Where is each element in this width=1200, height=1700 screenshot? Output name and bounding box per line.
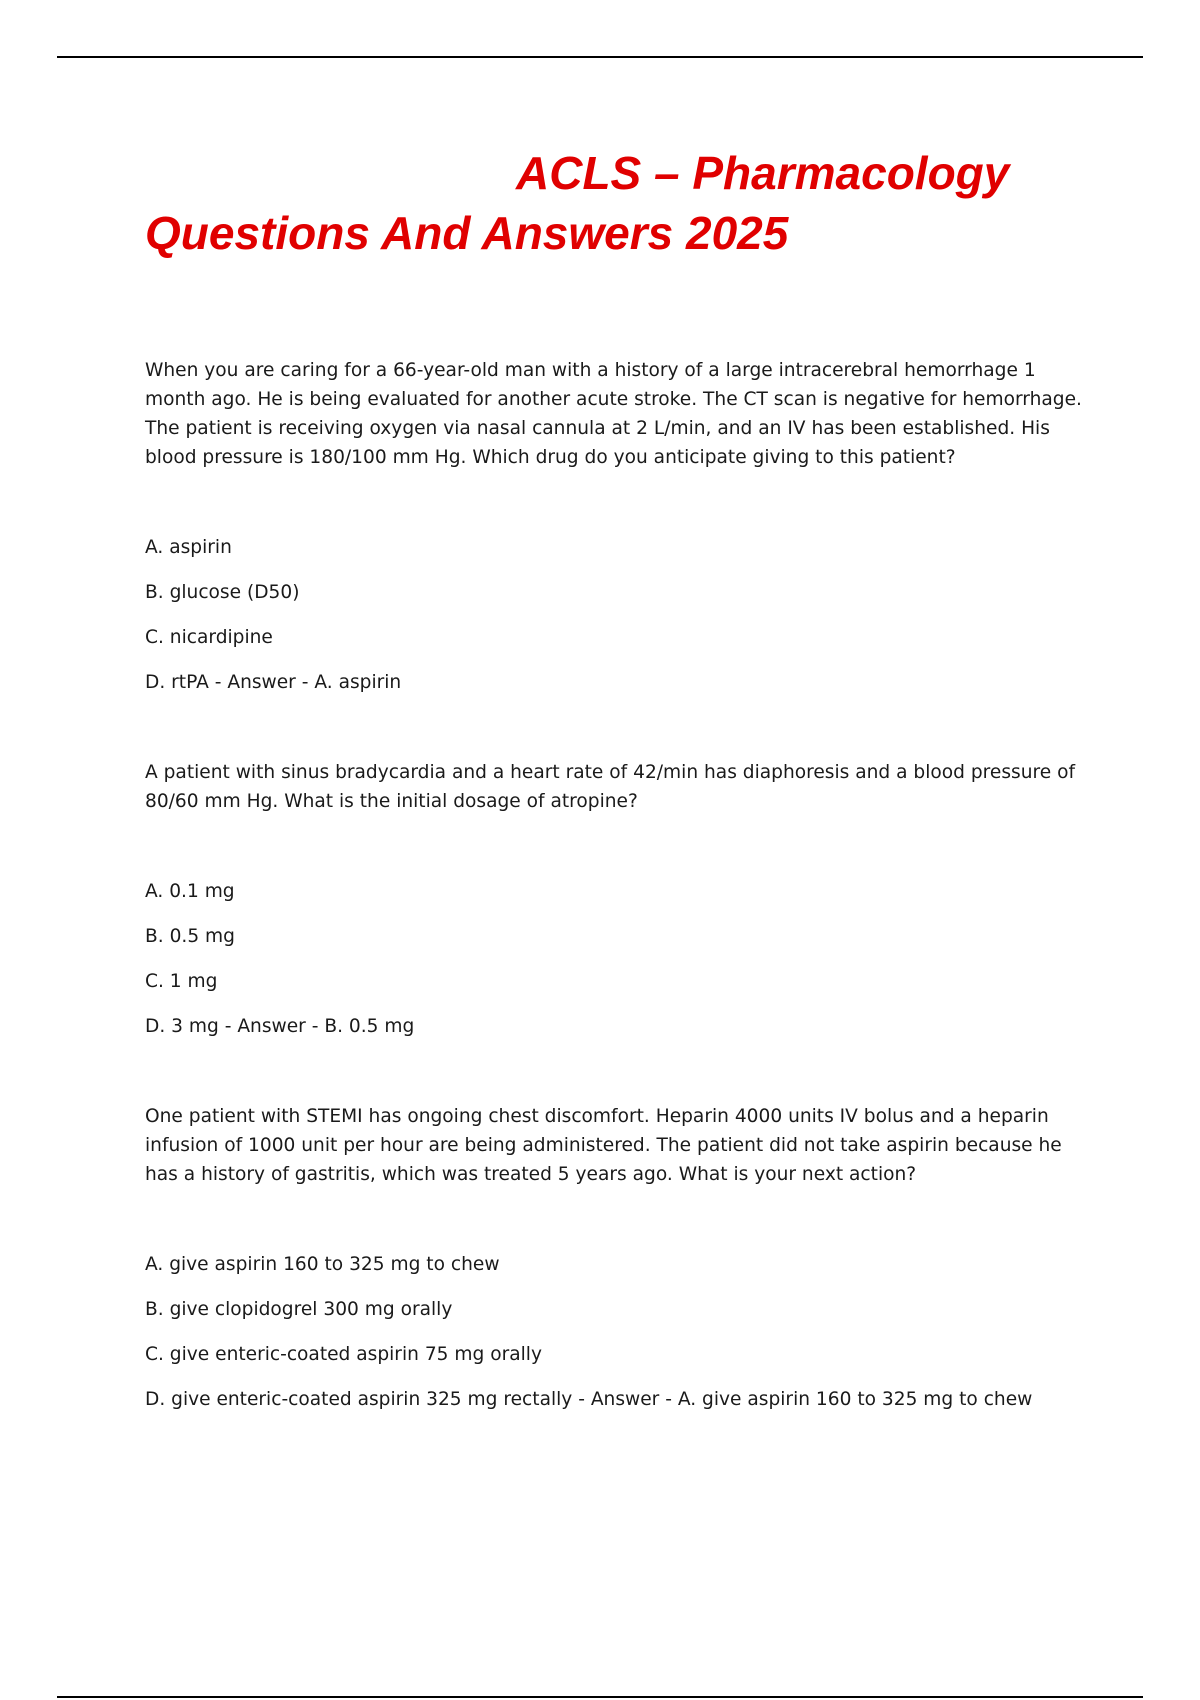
question-2 xyxy=(145,758,1085,1041)
question-2-option-a: A. 0.1 mg xyxy=(145,881,235,902)
question-2-option-d-answer: D. 3 mg - Answer - B. 0.5 mg xyxy=(145,1016,415,1037)
question-2-option-c: C. 1 mg xyxy=(145,971,218,992)
top-rule xyxy=(57,56,1143,58)
question-1-option-a: A. aspirin xyxy=(145,537,232,558)
question-2-options xyxy=(145,877,1085,1041)
question-3-option-a: A. give aspirin 160 to 325 mg to chew xyxy=(145,1254,500,1275)
question-1-option-c: C. nicardipine xyxy=(145,627,273,648)
question-1-options xyxy=(145,533,1085,697)
question-1-option-b: B. glucose (D50) xyxy=(145,582,300,603)
question-1-option-d-answer: D. rtPA - Answer - A. aspirin xyxy=(145,672,402,693)
questions-content xyxy=(145,356,1085,1430)
question-3-text: One patient with STEMI has ongoing chest discomfort. Heparin 4000 units IV bolus and a heparin infusion of 1000 unit per hour are being administered. The patient did not take aspirin because he has a history of gastritis, which was treated 5 years ago. What is your next action? xyxy=(145,1106,1062,1185)
bottom-rule xyxy=(57,1696,1143,1698)
question-3-option-d-answer: D. give enteric-coated aspirin 325 mg rectally - Answer - A. give aspirin 160 to 325 mg to chew xyxy=(145,1389,1033,1410)
document-title-line-1: ACLS – Pharmacology xyxy=(516,147,1010,199)
question-2-text: A patient with sinus bradycardia and a heart rate of 42/min has diaphoresis and a blood pressure of 80/60 mm Hg. What is the initial dosage of atropine? xyxy=(145,762,1076,812)
question-3-option-c: C. give enteric-coated aspirin 75 mg orally xyxy=(145,1344,542,1365)
question-3-option-b: B. give clopidogrel 300 mg orally xyxy=(145,1299,453,1320)
question-1 xyxy=(145,356,1085,697)
question-3-options xyxy=(145,1250,1085,1414)
question-3 xyxy=(145,1102,1085,1414)
question-2-option-b: B. 0.5 mg xyxy=(145,926,235,947)
question-1-text: When you are caring for a 66-year-old man with a history of a large intracerebral hemorrhage 1 month ago. He is being evaluated for another acute stroke. The CT scan is negative for hemorrhage. The patient is receiving oxygen via nasal cannula at 2 L/min, and an IV has been established. His blood pressure is 180/100 mm Hg. Which drug do you anticipate giving to this patient? xyxy=(145,360,1082,468)
document-title-line-2: Questions And Answers 2025 xyxy=(145,207,789,259)
